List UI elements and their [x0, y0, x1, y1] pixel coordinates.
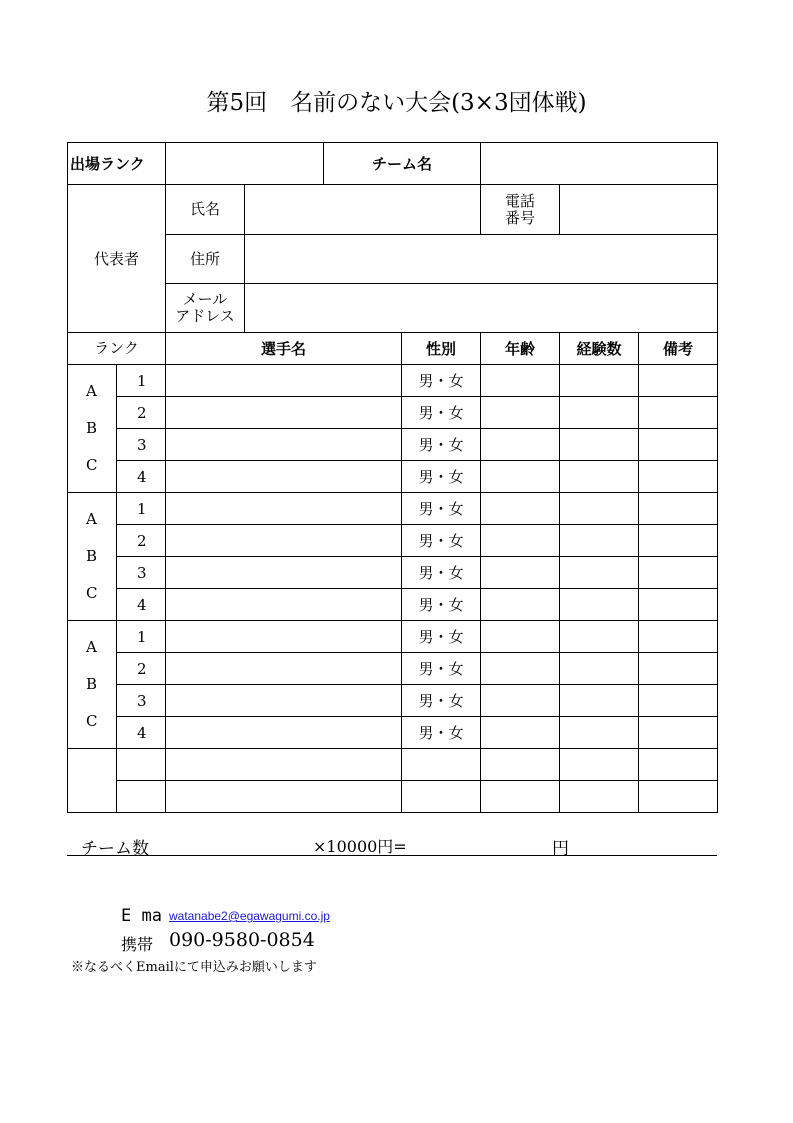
player-number: 4 [117, 461, 166, 493]
email-label-line1: メール [182, 290, 228, 308]
gender-choice[interactable]: 男・女 [402, 429, 481, 461]
rank-letter: A [86, 510, 97, 528]
gender-choice[interactable]: 男・女 [402, 685, 481, 717]
rank-letter: C [86, 456, 98, 474]
blank-name-cell[interactable] [166, 749, 402, 781]
player-name-input[interactable] [166, 525, 402, 557]
notes-input[interactable] [639, 397, 718, 429]
player-number: 3 [117, 557, 166, 589]
email-link[interactable]: watanabe2@egawagumi.co.jp [169, 909, 330, 923]
col-player-name: 選手名 [166, 333, 402, 365]
page-title: 第5回 名前のない大会(3×3団体戦) [206, 90, 587, 116]
col-notes: 備考 [639, 333, 718, 365]
team-name-label: チーム名 [324, 143, 481, 185]
rank-letter: A [86, 382, 97, 400]
gender-choice[interactable]: 男・女 [402, 525, 481, 557]
rank-letter: C [86, 712, 98, 730]
player-name-input[interactable] [166, 717, 402, 749]
age-input[interactable] [481, 397, 560, 429]
experience-input[interactable] [560, 397, 639, 429]
player-name-input[interactable] [166, 429, 402, 461]
player-row [68, 397, 718, 429]
rank-letter: C [86, 584, 98, 602]
player-number: 1 [117, 621, 166, 653]
player-name-input[interactable] [166, 685, 402, 717]
blank-notes-cell[interactable] [639, 749, 718, 781]
player-name-input[interactable] [166, 397, 402, 429]
notes-input[interactable] [639, 429, 718, 461]
age-input[interactable] [481, 493, 560, 525]
team-count-label: チーム数 [81, 839, 149, 859]
age-input[interactable] [481, 653, 560, 685]
rank-letter: B [86, 675, 98, 693]
rank-stack [68, 493, 117, 621]
blank-number-cell[interactable] [117, 749, 166, 781]
player-row [68, 525, 718, 557]
experience-input[interactable] [560, 557, 639, 589]
rank-stack [68, 365, 117, 493]
email-address-input[interactable] [245, 284, 718, 333]
age-input[interactable] [481, 685, 560, 717]
gender-choice[interactable]: 男・女 [402, 365, 481, 397]
rank-letter: A [86, 638, 97, 656]
email-label-line2: アドレス [175, 307, 235, 325]
phone-number: 090-9580-0854 [169, 929, 315, 951]
column-header-row [68, 333, 718, 365]
notes-input[interactable] [639, 365, 718, 397]
blank-age-cell[interactable] [481, 781, 560, 813]
player-number: 2 [117, 653, 166, 685]
rep-email-row [68, 284, 718, 333]
gender-choice[interactable]: 男・女 [402, 653, 481, 685]
rank-letter: B [86, 547, 98, 565]
rank-input[interactable] [166, 143, 324, 185]
player-name-input[interactable] [166, 493, 402, 525]
notes-input[interactable] [639, 653, 718, 685]
name-input[interactable] [245, 185, 481, 235]
notes-input[interactable] [639, 525, 718, 557]
experience-input[interactable] [560, 589, 639, 621]
blank-age-cell[interactable] [481, 749, 560, 781]
player-row [68, 621, 718, 653]
player-name-input[interactable] [166, 653, 402, 685]
blank-row [68, 749, 718, 781]
blank-gender-cell[interactable] [402, 781, 481, 813]
notes-input[interactable] [639, 685, 718, 717]
blank-number-cell[interactable] [117, 781, 166, 813]
player-name-input[interactable] [166, 461, 402, 493]
gender-choice[interactable]: 男・女 [402, 557, 481, 589]
rep-name-row [68, 185, 718, 235]
phone-label-line1: 電話 [505, 191, 536, 210]
player-number: 3 [117, 429, 166, 461]
gender-choice[interactable]: 男・女 [402, 461, 481, 493]
col-gender: 性別 [402, 333, 481, 365]
name-label: 氏名 [166, 185, 245, 235]
col-experience: 経験数 [560, 333, 639, 365]
email-address-label [166, 284, 245, 333]
player-number: 4 [117, 717, 166, 749]
gender-choice[interactable]: 男・女 [402, 397, 481, 429]
blank-experience-cell[interactable] [560, 781, 639, 813]
notes-input[interactable] [639, 589, 718, 621]
age-input[interactable] [481, 589, 560, 621]
player-row [68, 589, 718, 621]
notes-input[interactable] [639, 493, 718, 525]
player-row [68, 493, 718, 525]
yen-label: 円 [552, 839, 569, 859]
email-label: E ma [121, 906, 162, 926]
phone-label-footer: 携帯 [121, 935, 154, 954]
notes-input[interactable] [639, 461, 718, 493]
player-name-input[interactable] [166, 589, 402, 621]
age-input[interactable] [481, 525, 560, 557]
address-label: 住所 [166, 235, 245, 284]
player-name-input[interactable] [166, 365, 402, 397]
blank-rank-cell[interactable] [68, 749, 117, 813]
phone-input[interactable] [560, 185, 718, 235]
player-number: 3 [117, 685, 166, 717]
notes-input[interactable] [639, 557, 718, 589]
blank-name-cell[interactable] [166, 781, 402, 813]
blank-notes-cell[interactable] [639, 781, 718, 813]
blank-experience-cell[interactable] [560, 749, 639, 781]
player-number: 2 [117, 397, 166, 429]
address-input[interactable] [245, 235, 718, 284]
rank-stack [68, 621, 117, 749]
age-input[interactable] [481, 429, 560, 461]
gender-choice[interactable]: 男・女 [402, 621, 481, 653]
rep-address-row [68, 235, 718, 284]
phone-label-line2: 番号 [505, 208, 536, 227]
player-row [68, 429, 718, 461]
notes-input[interactable] [639, 717, 718, 749]
representative-label: 代表者 [68, 185, 166, 333]
player-row [68, 461, 718, 493]
age-input[interactable] [481, 717, 560, 749]
player-row [68, 365, 718, 397]
player-row [68, 557, 718, 589]
rank-label: 出場ランク [68, 143, 166, 185]
experience-input[interactable] [560, 525, 639, 557]
player-name-input[interactable] [166, 557, 402, 589]
player-row [68, 653, 718, 685]
gender-choice[interactable]: 男・女 [402, 717, 481, 749]
blank-gender-cell[interactable] [402, 749, 481, 781]
gender-choice[interactable]: 男・女 [402, 493, 481, 525]
experience-input[interactable] [560, 621, 639, 653]
age-input[interactable] [481, 461, 560, 493]
col-age: 年齢 [481, 333, 560, 365]
age-input[interactable] [481, 557, 560, 589]
entry-form-table [67, 142, 718, 813]
email-note: ※なるべくEmailにて申込みお願いします [71, 960, 317, 975]
team-name-input[interactable] [481, 143, 718, 185]
rank-letter: B [86, 419, 98, 437]
experience-input[interactable] [560, 365, 639, 397]
experience-input[interactable] [560, 429, 639, 461]
gender-choice[interactable]: 男・女 [402, 589, 481, 621]
blank-row [68, 781, 718, 813]
col-rank: ランク [68, 333, 166, 365]
notes-input[interactable] [639, 621, 718, 653]
fee-multiplier: ×10000円= [313, 837, 407, 856]
experience-input[interactable] [560, 653, 639, 685]
header-row [68, 143, 718, 185]
player-number: 1 [117, 493, 166, 525]
experience-input[interactable] [560, 493, 639, 525]
player-number: 1 [117, 365, 166, 397]
experience-input[interactable] [560, 717, 639, 749]
player-row [68, 717, 718, 749]
age-input[interactable] [481, 621, 560, 653]
player-number: 4 [117, 589, 166, 621]
experience-input[interactable] [560, 685, 639, 717]
age-input[interactable] [481, 365, 560, 397]
phone-label [481, 185, 560, 235]
player-row [68, 685, 718, 717]
experience-input[interactable] [560, 461, 639, 493]
player-name-input[interactable] [166, 621, 402, 653]
player-number: 2 [117, 525, 166, 557]
